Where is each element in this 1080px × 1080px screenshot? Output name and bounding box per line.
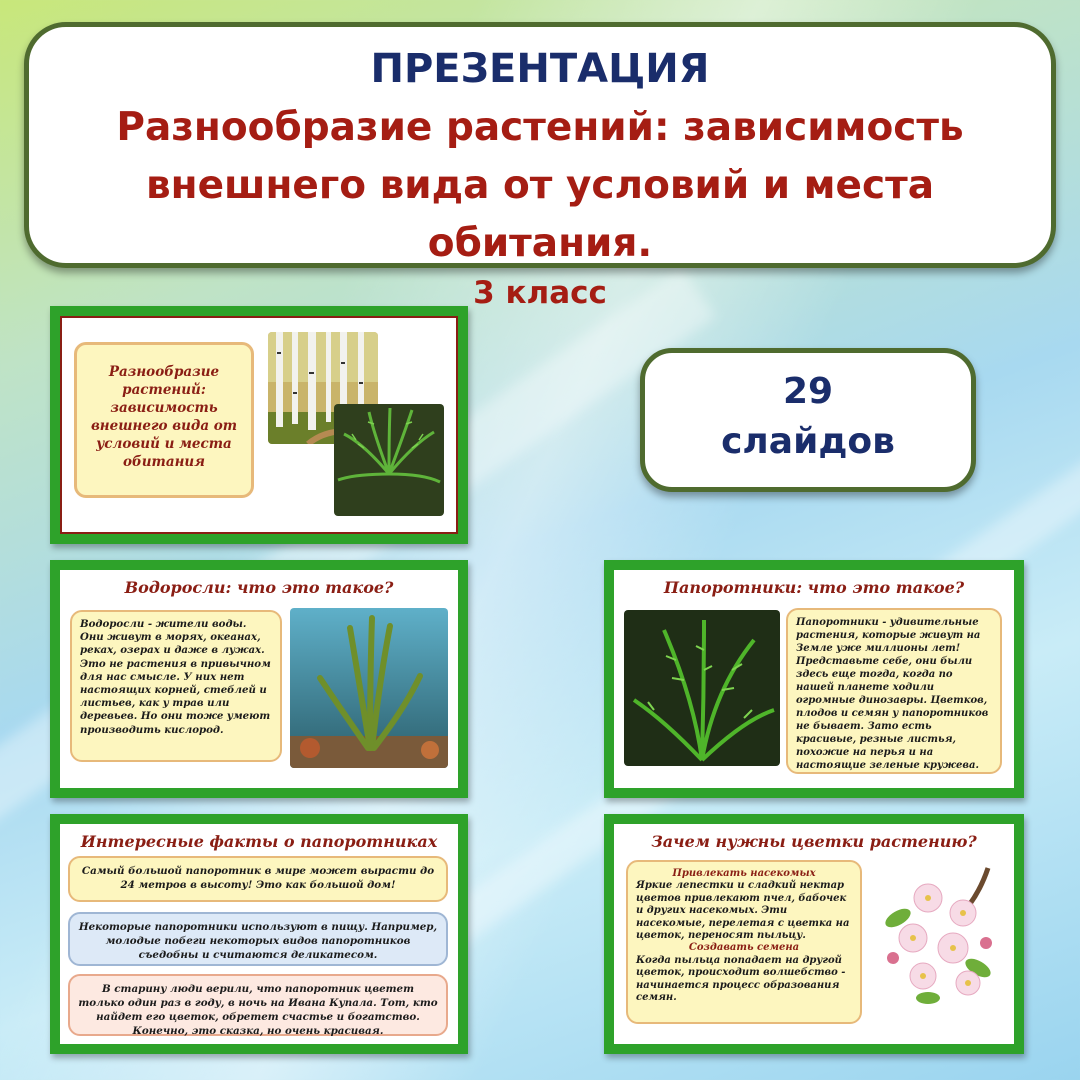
slide-count-badge — [640, 348, 976, 492]
subheading-create-seeds: Создавать семена — [688, 942, 800, 954]
slide3-text-card — [786, 608, 1002, 774]
slide2-text-card — [70, 610, 282, 762]
slide5-text-card — [626, 860, 862, 1024]
grade-label: 3 класс — [473, 275, 607, 311]
title-banner — [24, 22, 1056, 311]
slide2-title: Водоросли: что это такое? — [124, 578, 394, 597]
fern-closeup-photo — [624, 610, 780, 766]
fern-photo — [334, 404, 444, 516]
slide3-text: Папоротники - удивительные растения, которые живут на Земле уже миллионы лет! Представьте себе, они были здесь еще тогда, когда по нашей планете ходили огромные динозавры. Цветков, плодов и семян у папоротников не бывает. Зато есть красивые, резные листья, похожие на перья и на настоящие зеленые кружева. — [796, 617, 989, 771]
title-line-1: Разнообразие растений: зависимость — [116, 105, 964, 150]
slide1-title-card — [74, 342, 254, 498]
apple-blossom-photo — [868, 858, 1006, 1008]
slide-count-label: слайдов — [721, 421, 895, 462]
attract-insects-text: Яркие лепестки и сладкий нектар цветов привлекают пчел, бабочек и других насекомых. Эти насекомые, перелетая с цветка на цветок, переносят пыльцу. — [636, 880, 850, 942]
slide2-text: Водоросли - жители воды. Они живут в морях, океанах, реках, озерах и даже в лужах. Это не растения в привычном для нас смысле. У них нет настоящих корней, стеблей и листьев, как у трав или деревьев. Но они тоже умеют производить кислород. — [80, 618, 271, 736]
slide4-title: Интересные факты о папоротниках — [80, 832, 438, 851]
create-seeds-text: Когда пыльца попадает на другой цветок, происходит волшебство - начинается процесс образования семян. — [636, 954, 846, 1004]
subheading-attract-insects: Привлекать насекомых — [672, 868, 816, 879]
algae-photo — [290, 608, 448, 768]
slide-count-number: 29 — [782, 371, 834, 412]
slide-preview-3 — [604, 560, 1024, 798]
slide1-title-text: Разнообразие растений: зависимость внешнего вида от условий и места обитания — [90, 364, 238, 470]
slide-preview-4 — [50, 814, 468, 1054]
fact-card-1 — [68, 856, 448, 902]
presentation-label: ПРЕЗЕНТАЦИЯ — [370, 46, 710, 92]
fact-card-3 — [68, 974, 448, 1036]
fact-2-text: Некоторые папоротники используют в пищу. Например, молодые побеги некоторых видов папоротников съедобны и считаются деликатесом. — [78, 921, 438, 961]
fact-card-2 — [68, 912, 448, 966]
slide-preview-2 — [50, 560, 468, 798]
slide5-title: Зачем нужны цветки растению? — [651, 832, 977, 851]
fact-1-text: Самый большой папоротник в мире может вырасти до 24 метров в высоту! Это как большой дом! — [81, 865, 435, 891]
fact-3-text: В старину люди верили, что папоротник цветет только один раз в году, в ночь на Ивана Купала. Тот, кто найдет его цветок, обретет счастье и богатство. Конечно, это сказка, но очень красивая. — [78, 983, 438, 1037]
slide-preview-1 — [50, 306, 468, 544]
slide-preview-5 — [604, 814, 1024, 1054]
title-line-2: внешнего вида от условий и места обитания. — [145, 163, 935, 266]
slide3-title: Папоротники: что это такое? — [663, 578, 965, 597]
